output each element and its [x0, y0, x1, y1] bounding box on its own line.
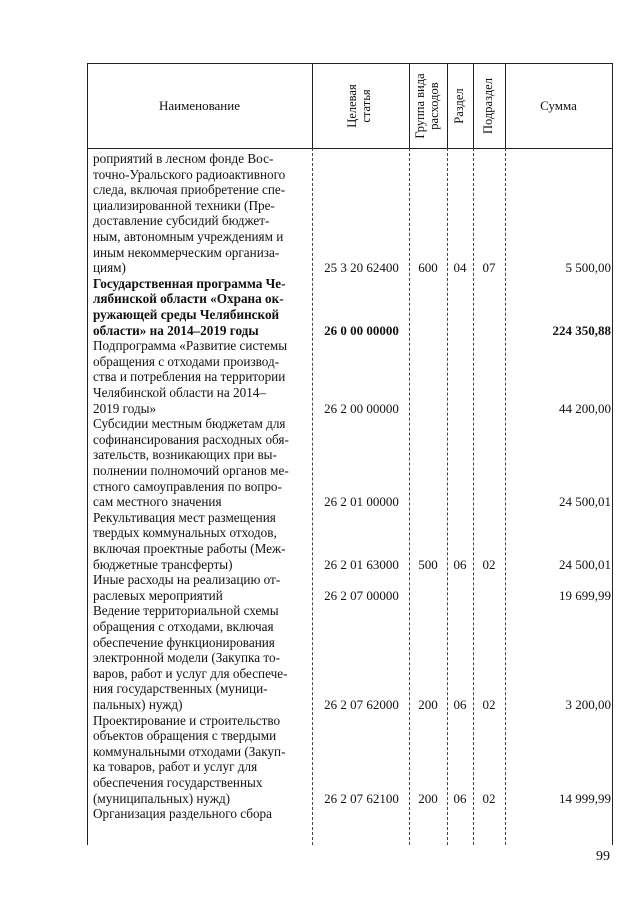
- row-sum: 224 350,88: [552, 322, 611, 338]
- header-sum: Сумма: [540, 97, 577, 113]
- row-name-line: иным некоммерческим организа-: [93, 244, 280, 260]
- row-name: [93, 572, 306, 603]
- row-name-line: Ведение территориальной схемы: [93, 603, 279, 619]
- row-subsection: 02: [482, 556, 496, 572]
- row-name: [93, 713, 306, 807]
- row-name-line: Проектирование и строительство: [93, 712, 281, 728]
- row-name-line: полнении полномочий органов ме-: [93, 462, 289, 478]
- row-name-line: обращения с отходами, включая: [93, 618, 274, 634]
- header-section: Раздел: [452, 88, 466, 124]
- row-name-line: бюджетные трансферты): [93, 556, 233, 572]
- table-row: [87, 713, 613, 807]
- row-sum: 24 500,01: [559, 556, 611, 572]
- table-row: [87, 572, 613, 603]
- row-name-line: софинансирования расходных обя-: [93, 431, 289, 447]
- table-row: [87, 603, 613, 712]
- row-name-line: доставление субсидий бюджет-: [93, 213, 270, 229]
- row-name-line: пальных) нужд): [93, 696, 183, 712]
- row-name-line: следа, включая приобретение спе-: [93, 182, 286, 198]
- row-name-line: Подпрограмма «Развитие системы: [93, 338, 288, 354]
- row-name-line: (муниципальных) нужд): [93, 790, 231, 806]
- row-name: [93, 338, 306, 416]
- col-divider: [473, 63, 474, 148]
- row-name-line: сам местного значения: [93, 494, 222, 510]
- row-name: [93, 151, 306, 276]
- row-name: [93, 416, 306, 510]
- row-sum: 14 999,99: [559, 790, 611, 806]
- row-name-line: ния государственных (муници-: [93, 681, 268, 697]
- row-sum: 24 500,01: [559, 494, 611, 510]
- row-code: 26 2 00 00000: [324, 400, 399, 416]
- row-name-line: циализированной техники (Пре-: [93, 197, 275, 213]
- table-row: [87, 510, 613, 572]
- row-name-line: обеспечение функционирования: [93, 634, 275, 650]
- row-name-line: зательств, возникающих при вы-: [93, 447, 277, 463]
- row-section: 06: [453, 696, 467, 712]
- row-group: 200: [418, 696, 438, 712]
- header-bottom-border: [87, 148, 613, 149]
- row-sum: 44 200,00: [559, 400, 611, 416]
- row-name-line: Рекультивация мест размещения: [93, 509, 276, 525]
- row-name-line: раслевых мероприятий: [93, 587, 223, 603]
- row-name-line: 2019 годы»: [93, 400, 157, 416]
- row-subsection: 07: [482, 260, 496, 276]
- table-row: [87, 806, 613, 822]
- row-name: [93, 603, 306, 712]
- table-row: [87, 151, 613, 276]
- row-name-line: Субсидии местным бюджетам для: [93, 416, 286, 432]
- row-code: 26 2 01 63000: [324, 556, 399, 572]
- header-subsection: Подраздел: [481, 78, 495, 134]
- row-name: [93, 510, 306, 572]
- row-subsection: 02: [482, 696, 496, 712]
- table-row: [87, 276, 613, 338]
- header-group: Группа вида расходов: [413, 73, 441, 139]
- col-divider: [409, 63, 410, 148]
- row-sum: 3 200,00: [565, 696, 611, 712]
- row-name-line: коммунальными отходами (Закуп-: [93, 743, 286, 759]
- row-code: 26 2 07 62100: [324, 790, 399, 806]
- row-name-line: варов, работ и услуг для обеспече-: [93, 665, 288, 681]
- table-row: [87, 416, 613, 510]
- row-name-line: роприятий в лесном фонде Вос-: [93, 151, 274, 166]
- row-name-line: электронной модели (Закупка то-: [93, 650, 280, 666]
- row-name-line: ным, автономным учреждениям и: [93, 228, 284, 244]
- row-section: 06: [453, 790, 467, 806]
- row-name: [93, 276, 306, 338]
- row-code: 26 0 00 00000: [324, 322, 399, 338]
- row-name-line: Челябинской области на 2014–: [93, 384, 266, 400]
- table-row: [87, 338, 613, 416]
- row-group: 500: [418, 556, 438, 572]
- row-name-line: обращения с отходами производ-: [93, 353, 280, 369]
- row-section: 06: [453, 556, 467, 572]
- row-sum: 19 699,99: [559, 587, 611, 603]
- row-name-line: лябинской области «Охрана ок-: [93, 291, 284, 307]
- row-name-line: циям): [93, 260, 126, 276]
- row-name: [93, 806, 306, 822]
- header-code: Целевая статья: [345, 84, 373, 128]
- row-code: 26 2 01 00000: [324, 494, 399, 510]
- col-divider: [447, 63, 448, 148]
- row-code: 26 2 07 00000: [324, 587, 399, 603]
- header-name: Наименование: [159, 97, 240, 113]
- row-name-line: стного самоуправления по вопро-: [93, 478, 282, 494]
- row-name-line: ства и потребления на территории: [93, 369, 286, 385]
- row-name-line: Организация раздельного сбора: [93, 806, 272, 822]
- row-name-line: ка товаров, работ и услуг для: [93, 759, 258, 775]
- row-name-line: Государственная программа Че-: [93, 275, 286, 291]
- row-group: 200: [418, 790, 438, 806]
- row-name-line: объектов обращения с твердыми: [93, 728, 277, 744]
- row-name-line: твердых коммунальных отходов,: [93, 525, 277, 541]
- row-name-line: Иные расходы на реализацию от-: [93, 572, 281, 588]
- row-subsection: 02: [482, 790, 496, 806]
- row-section: 04: [453, 260, 467, 276]
- row-name-line: точно-Уральского радиоактивного: [93, 166, 286, 182]
- row-group: 600: [418, 260, 438, 276]
- row-name-line: области» на 2014–2019 годы: [93, 322, 259, 338]
- row-code: 25 3 20 62400: [324, 260, 399, 276]
- page-number: 99: [596, 849, 610, 864]
- row-code: 26 2 07 62000: [324, 696, 399, 712]
- row-sum: 5 500,00: [565, 260, 611, 276]
- budget-table: [87, 63, 613, 845]
- row-name-line: включая проектные работы (Меж-: [93, 540, 286, 556]
- row-name-line: обеспечения государственных: [93, 774, 263, 790]
- row-name-line: ружающей среды Челябинской: [93, 306, 280, 322]
- col-divider: [312, 63, 313, 148]
